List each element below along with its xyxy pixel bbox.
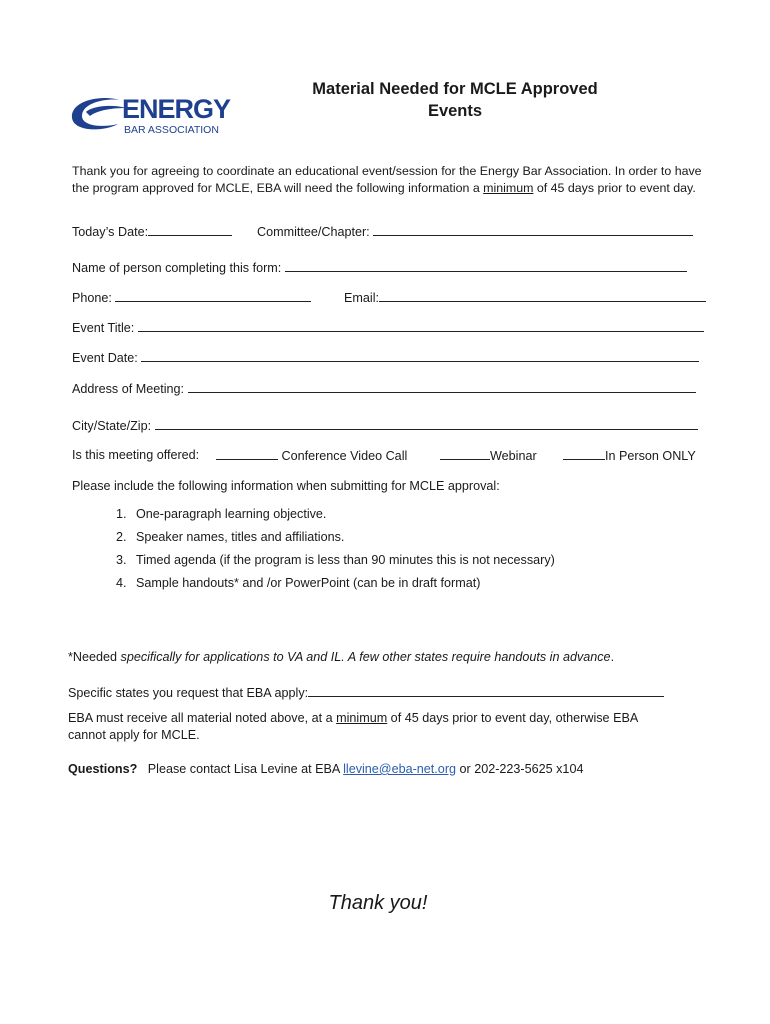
contact-email-link[interactable]: llevine@eba-net.org: [343, 762, 457, 776]
event-date-label: Event Date:: [72, 351, 138, 365]
thank-you-text: Thank you!: [328, 892, 428, 914]
meeting-offered-label-row: [72, 447, 199, 463]
committee-label: Committee/Chapter:: [257, 225, 370, 239]
webinar-label: Webinar: [490, 449, 537, 463]
phone-label: Phone:: [72, 291, 112, 305]
specific-states-line[interactable]: [308, 684, 664, 697]
conference-video-call-line[interactable]: [216, 447, 278, 460]
title-line-1: Material Needed for MCLE Approved: [312, 80, 598, 98]
event-date-line[interactable]: [141, 349, 699, 362]
name-field[interactable]: [72, 259, 687, 276]
intro-paragraph: [72, 163, 712, 197]
city-state-zip-field[interactable]: [72, 417, 698, 434]
event-date-field[interactable]: [72, 349, 699, 366]
list-item: 2. Speaker names, titles and affiliations.: [116, 530, 345, 544]
event-title-label: Event Title:: [72, 321, 135, 335]
todays-date-field[interactable]: [72, 223, 232, 240]
handouts-note: *Needed specifically for applications to VA and IL. A few other states require handouts in advance.: [68, 650, 615, 664]
option-webinar[interactable]: [440, 447, 537, 464]
logo-swoosh-icon: [68, 92, 238, 138]
city-state-zip-line[interactable]: [155, 417, 698, 430]
list-item: 3. Timed agenda (if the program is less than 90 minutes this is not necessary): [116, 553, 555, 567]
deadline-paragraph: EBA must receive all material noted above, at a minimum of 45 days prior to event day, otherwise EBA cannot apply for MCLE.: [68, 711, 638, 742]
name-line[interactable]: [285, 259, 687, 272]
energy-bar-association-logo: [68, 92, 238, 138]
title-line-2: Events: [427, 102, 483, 120]
email-label: Email:: [344, 291, 379, 305]
meeting-offered-label: Is this meeting offered:: [72, 448, 200, 462]
event-title-line[interactable]: [138, 319, 704, 332]
list-item: 4. Sample handouts* and /or PowerPoint (can be in draft format): [116, 576, 481, 590]
intro-text-1: Thank you for agreeing to coordinate an educational event/session for the Energy Bar Association. In order to have the program approved for MCLE, EBA will need the following information a: [72, 164, 702, 195]
conference-video-call-label: Conference Video Call: [281, 449, 408, 463]
page-title: [290, 78, 620, 122]
svg-text:BAR ASSOCIATION: BAR ASSOCIATION: [124, 124, 219, 136]
address-label: Address of Meeting:: [72, 382, 185, 396]
option-conference-video-call[interactable]: [216, 447, 407, 464]
intro-underlined: minimum: [483, 181, 534, 195]
event-title-field[interactable]: [72, 319, 704, 336]
specific-states-label: Specific states you request that EBA apply:: [68, 686, 309, 700]
name-label: Name of person completing this form:: [72, 261, 282, 275]
requirements-list: [116, 503, 555, 595]
email-field[interactable]: [344, 289, 706, 306]
include-heading: Please include the following information when submitting for MCLE approval:: [72, 479, 500, 493]
city-state-zip-label: City/State/Zip:: [72, 419, 152, 433]
todays-date-label: Today’s Date:: [72, 225, 149, 239]
committee-line[interactable]: [373, 223, 693, 236]
email-line[interactable]: [379, 289, 706, 302]
in-person-label: In Person ONLY: [605, 449, 696, 463]
specific-states-field[interactable]: [68, 684, 664, 701]
questions-label: Questions?: [68, 762, 138, 776]
in-person-line[interactable]: [563, 447, 605, 460]
todays-date-line[interactable]: [148, 223, 232, 236]
list-item: 1. One-paragraph learning objective.: [116, 507, 327, 521]
questions-line: Questions? Please contact Lisa Levine at EBA llevine@eba-net.org or 202-223-5625 x104: [68, 762, 584, 776]
address-field[interactable]: [72, 380, 696, 397]
phone-field[interactable]: [72, 289, 311, 306]
webinar-line[interactable]: [440, 447, 490, 460]
committee-field[interactable]: [257, 223, 693, 240]
intro-text-2: of 45 days prior to event day.: [533, 181, 696, 195]
option-in-person[interactable]: [563, 447, 696, 464]
address-line[interactable]: [188, 380, 696, 393]
phone-line[interactable]: [115, 289, 311, 302]
svg-text:ENERGY: ENERGY: [122, 94, 231, 124]
contact-phone: or 202-223-5625 x104: [456, 762, 584, 776]
